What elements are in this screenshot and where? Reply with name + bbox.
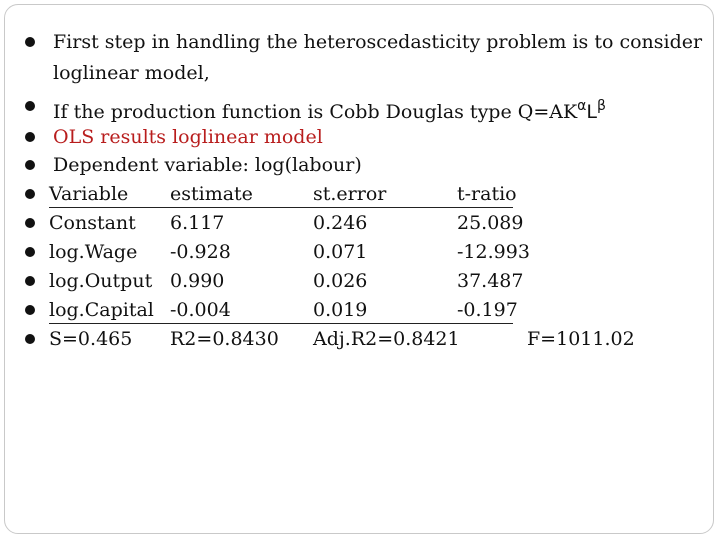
bullet-dot xyxy=(25,247,35,257)
row-logcapital-estimate: -0.004 xyxy=(170,299,231,321)
row-logwage-st-error: 0.071 xyxy=(313,241,368,263)
bullet-dot xyxy=(25,276,35,286)
stat-s: S=0.465 xyxy=(49,328,133,350)
production-function-line xyxy=(53,95,606,123)
footer-rule xyxy=(49,323,513,324)
header-st-error: st.error xyxy=(313,183,387,205)
bullet-dot xyxy=(25,132,35,142)
header-rule xyxy=(49,207,513,208)
intro-line-1: First step in handling the heteroscedasticity problem is to consider xyxy=(53,31,703,53)
header-variable: Variable xyxy=(49,183,129,205)
row-logoutput-t-ratio: 37.487 xyxy=(457,270,524,292)
row-logoutput-st-error: 0.026 xyxy=(313,270,368,292)
bullet-dot xyxy=(25,101,35,111)
row-constant-estimate: 6.117 xyxy=(170,212,225,234)
bullet-dot xyxy=(25,218,35,228)
row-logwage-estimate: -0.928 xyxy=(170,241,231,263)
row-constant-st-error: 0.246 xyxy=(313,212,368,234)
ols-results-heading: OLS results loglinear model xyxy=(53,126,323,148)
beta-superscript: β xyxy=(597,98,606,114)
row-logcapital-t-ratio: -0.197 xyxy=(457,299,518,321)
production-text: If the production function is Cobb Douglas type Q=AK xyxy=(53,101,578,123)
stat-f: F=1011.02 xyxy=(527,328,635,350)
row-logcapital-variable: log.Capital xyxy=(49,299,154,321)
bullet-dot xyxy=(25,37,35,47)
row-logoutput-estimate: 0.990 xyxy=(170,270,225,292)
intro-line-2: loglinear model, xyxy=(53,62,210,84)
stat-adj-r2: Adj.R2=0.8421 xyxy=(313,328,460,350)
header-t-ratio: t-ratio xyxy=(457,183,517,205)
header-estimate: estimate xyxy=(170,183,253,205)
L-symbol: L xyxy=(586,101,597,123)
row-logwage-t-ratio: -12.993 xyxy=(457,241,530,263)
stat-r2: R2=0.8430 xyxy=(170,328,279,350)
bullet-dot xyxy=(25,189,35,199)
row-constant-variable: Constant xyxy=(49,212,136,234)
row-constant-t-ratio: 25.089 xyxy=(457,212,524,234)
bullet-dot xyxy=(25,305,35,315)
dependent-variable-line: Dependent variable: log(labour) xyxy=(53,154,362,176)
row-logwage-variable: log.Wage xyxy=(49,241,138,263)
bullet-dot xyxy=(25,160,35,170)
alpha-superscript: α xyxy=(577,98,587,114)
row-logoutput-variable: log.Output xyxy=(49,270,153,292)
row-logcapital-st-error: 0.019 xyxy=(313,299,368,321)
bullet-dot xyxy=(25,334,35,344)
slide xyxy=(4,4,714,534)
